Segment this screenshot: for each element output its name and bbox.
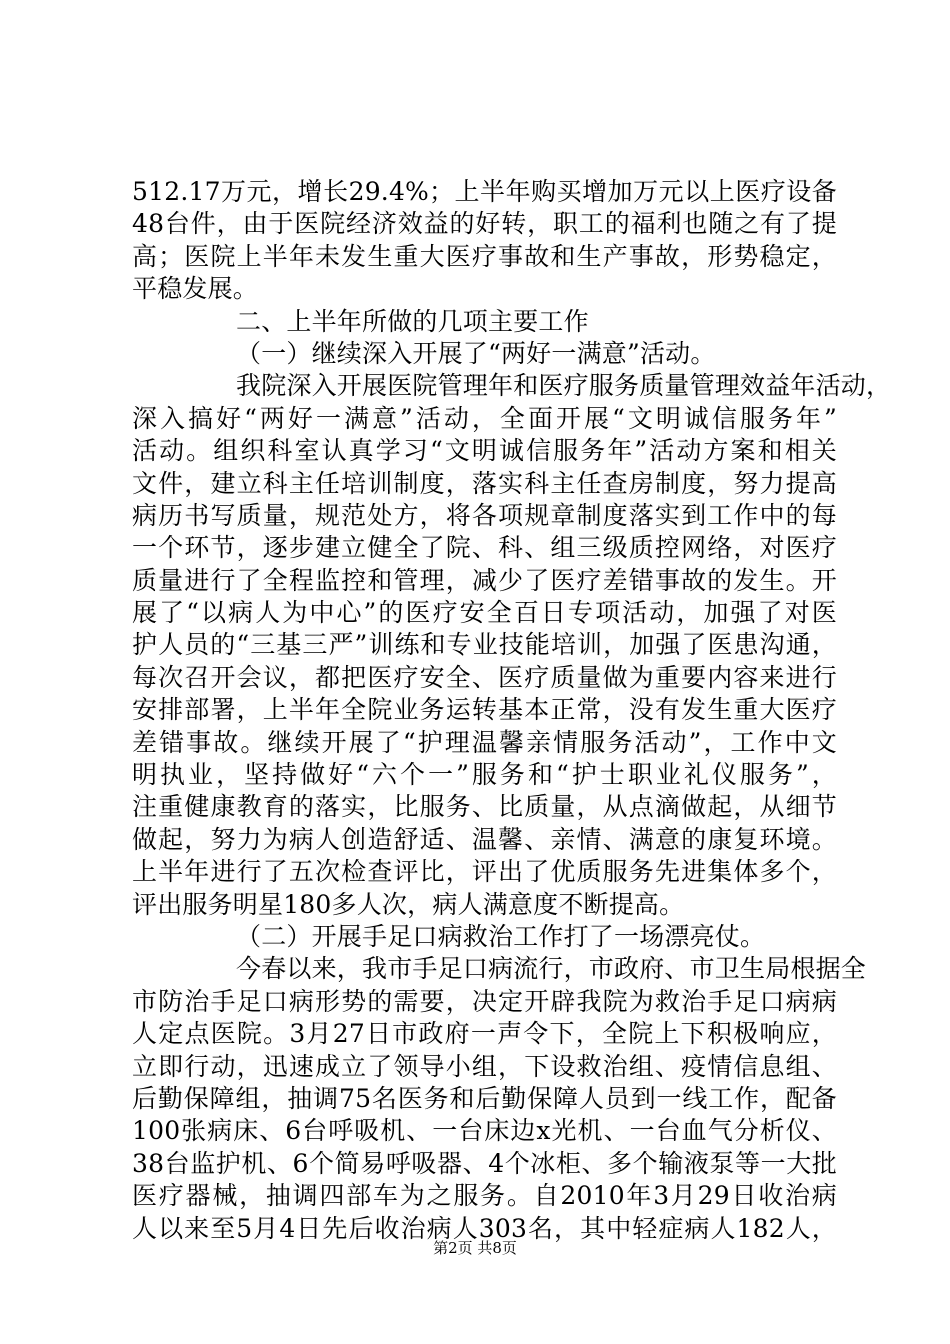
- text-line: 我院深入开展医院管理年和医疗服务质量管理效益年活动，: [236, 371, 892, 401]
- text-line: 高；医院上半年未发生重大医疗事故和生产事故，形势稳定，: [132, 241, 837, 271]
- text-line: 今春以来，我市手足口病流行，市政府、市卫生局根据全: [236, 954, 867, 984]
- text-line: 平稳发展。: [132, 274, 259, 304]
- text-line: 二、上半年所做的几项主要工作: [236, 306, 589, 336]
- text-line: 文件，建立科主任培训制度，落实科主任查房制度，努力提高: [132, 468, 837, 498]
- text-line: 活动。组织科室认真学习“文明诚信服务年”活动方案和相关: [132, 436, 837, 466]
- document-body: [132, 176, 892, 1245]
- text-line: 立即行动，迅速成立了领导小组，下设救治组、疫情信息组、: [132, 1051, 837, 1081]
- text-line: 100张病床、6台呼吸机、一台床边x光机、一台血气分析仪、: [132, 1116, 837, 1146]
- text-line: 差错事故。继续开展了“护理温馨亲情服务活动”，工作中文: [132, 727, 837, 757]
- text-line: 质量进行了全程监控和管理，减少了医疗差错事故的发生。开: [132, 565, 837, 595]
- text-line: 护人员的“三基三严”训练和专业技能培训，加强了医患沟通，: [132, 630, 837, 660]
- text-line: 人以来至5月4日先后收治病人303名，其中轻症病人182人，: [132, 1213, 837, 1243]
- text-line: 做起，努力为病人创造舒适、温馨、亲情、满意的康复环境。: [132, 824, 837, 854]
- text-line: 医疗器械，抽调四部车为之服务。自2010年3月29日收治病: [132, 1181, 837, 1211]
- text-line: 每次召开会议，都把医疗安全、医疗质量做为重要内容来进行: [132, 662, 837, 692]
- text-line: 市防治手足口病形势的需要，决定开辟我院为救治手足口病病: [132, 986, 837, 1016]
- page-footer: 第2页 共8页: [433, 1239, 517, 1257]
- text-line: 评出服务明星180多人次，病人满意度不断提高。: [132, 889, 685, 919]
- text-line: （二）开展手足口病救治工作打了一场漂亮仗。: [236, 921, 766, 951]
- text-line: 48台件，由于医院经济效益的好转，职工的福利也随之有了提: [132, 209, 837, 239]
- text-line: 512.17万元，增长29.4%；上半年购买增加万元以上医疗设备: [132, 177, 837, 206]
- text-line: 上半年进行了五次检查评比，评出了优质服务先进集体多个，: [132, 857, 837, 887]
- text-line: （一）继续深入开展了“两好一满意”活动。: [236, 338, 716, 368]
- text-line: 后勤保障组，抽调75名医务和后勤保障人员到一线工作，配备: [132, 1083, 837, 1113]
- text-line: 展了“以病人为中心”的医疗安全百日专项活动，加强了对医: [132, 598, 837, 628]
- text-line: 注重健康教育的落实，比服务、比质量，从点滴做起，从细节: [132, 792, 837, 822]
- text-line: 病历书写质量，规范处方，将各项规章制度落实到工作中的每: [132, 500, 837, 530]
- text-line: 深入搞好“两好一满意”活动，全面开展“文明诚信服务年”: [132, 403, 837, 433]
- text-line: 人定点医院。3月27日市政府一声令下，全院上下积极响应，: [132, 1019, 837, 1049]
- text-line: 明执业，坚持做好“六个一”服务和“护士职业礼仪服务”，: [132, 760, 837, 790]
- text-line: 安排部署，上半年全院业务运转基本正常，没有发生重大医疗: [132, 695, 837, 725]
- text-line: 一个环节，逐步建立健全了院、科、组三级质控网络，对医疗: [132, 533, 837, 563]
- text-line: 38台监护机、6个简易呼吸器、4个冰柜、多个输液泵等一大批: [132, 1148, 837, 1178]
